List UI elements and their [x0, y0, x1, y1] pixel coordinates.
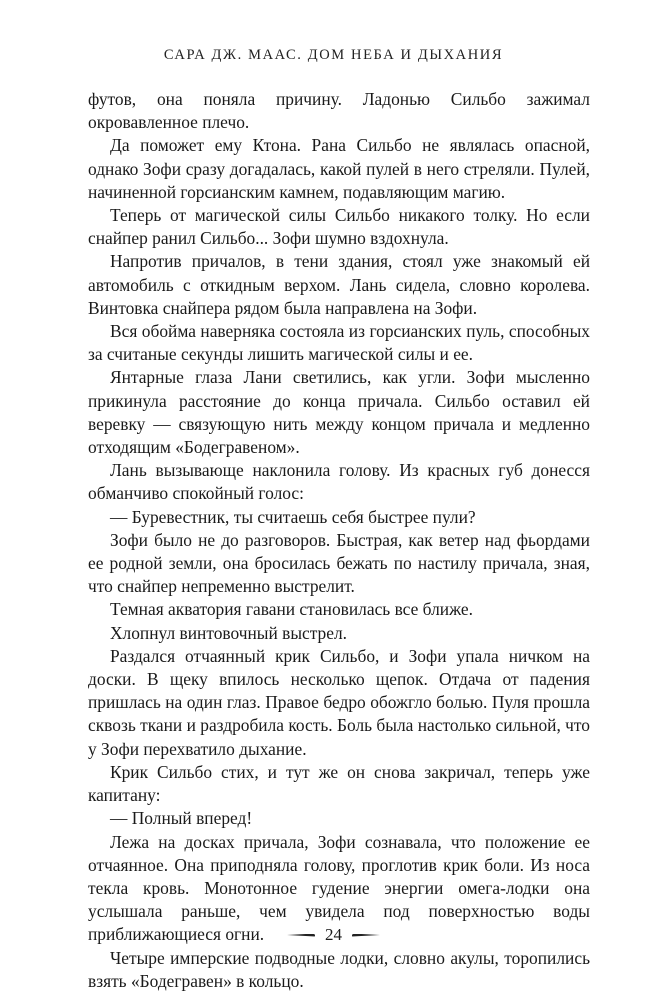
paragraph: Лежа на досках причала, Зофи сознавала, что положение ее отчаянное. Она приподняла голову, проглотив крик боли. Из носа текла кровь. Монотонное гудение энергии омега-лодки она услышала раньше, чем увидела под поверхностью воды приближающиеся огни. [88, 831, 590, 945]
left-ornament-dash [287, 934, 315, 937]
paragraph: Лань вызывающе наклонила голову. Из красных губ донесся обманчиво спокойный голос: [88, 460, 590, 504]
paragraph: Напротив причалов, в тени здания, стоял уже знакомый ей автомобиль с откидным верхом. Лань сидела, словно королева. Винтовка снайпера рядом была направлена на Зофи. [88, 251, 590, 318]
page-number: 24 [325, 925, 342, 944]
paragraph: Раздался отчаянный крик Сильбо, и Зофи упала ничком на доски. В щеку впилось несколько щепок. Отдача от падения пришлась на один глаз. Правое бедро обожгло болью. Пуля прошла сквозь ткани и раздробила кость. Боль была настолько сильной, что у Зофи перехватило дыхание. [88, 645, 590, 759]
paragraph: Вся обойма наверняка состояла из горсианских пуль, способных за считаные секунды лишить магической силы и ее. [88, 321, 590, 365]
right-ornament-dash [352, 934, 380, 937]
running-header: САРА ДЖ. МААС. ДОМ НЕБА И ДЫХАНИЯ [163, 47, 504, 63]
paragraph: Да поможет ему Ктона. Рана Сильбо не являлась опасной, однако Зофи сразу догадалась, какой пулей в него стреляли. Пулей, начиненной горсианским камнем, подавляющим магию. [88, 135, 590, 202]
page-number-footer [0, 925, 667, 945]
paragraph: Темная акватория гавани становилась все ближе. [110, 599, 473, 620]
paragraph: футов, она поняла причину. Ладонью Сильбо зажимал окровавленное плечо. [88, 89, 590, 133]
dialogue-line: — Буревестник, ты считаешь себя быстрее пули? [110, 506, 476, 527]
paragraph: Хлопнул винтовочный выстрел. [110, 622, 347, 643]
paragraph: Теперь от магической силы Сильбо никакого толку. Но если снайпер ранил Сильбо... Зофи шумно вздохнула. [88, 205, 590, 249]
paragraph: Крик Сильбо стих, и тут же он снова закричал, теперь уже капитану: [88, 761, 590, 806]
body-text [88, 88, 590, 993]
paragraph: Четыре имперские подводные лодки, словно акулы, торопились взять «Бодегравен» в кольцо. [88, 947, 590, 991]
paragraph: Зофи было не до разговоров. Быстрая, как ветер над фьордами ее родной земли, она бросилась бежать по настилу причала, зная, что снайпер непременно выстрелит. [88, 529, 590, 597]
paragraph: Янтарные глаза Лани светились, как угли. Зофи мысленно прикинула расстояние до конца причала. Сильбо оставил ей веревку — связующую нить между концом причала и медленно отходящим «Бодегравеном». [88, 367, 590, 458]
dialogue-line: — Полный вперед! [110, 808, 253, 829]
